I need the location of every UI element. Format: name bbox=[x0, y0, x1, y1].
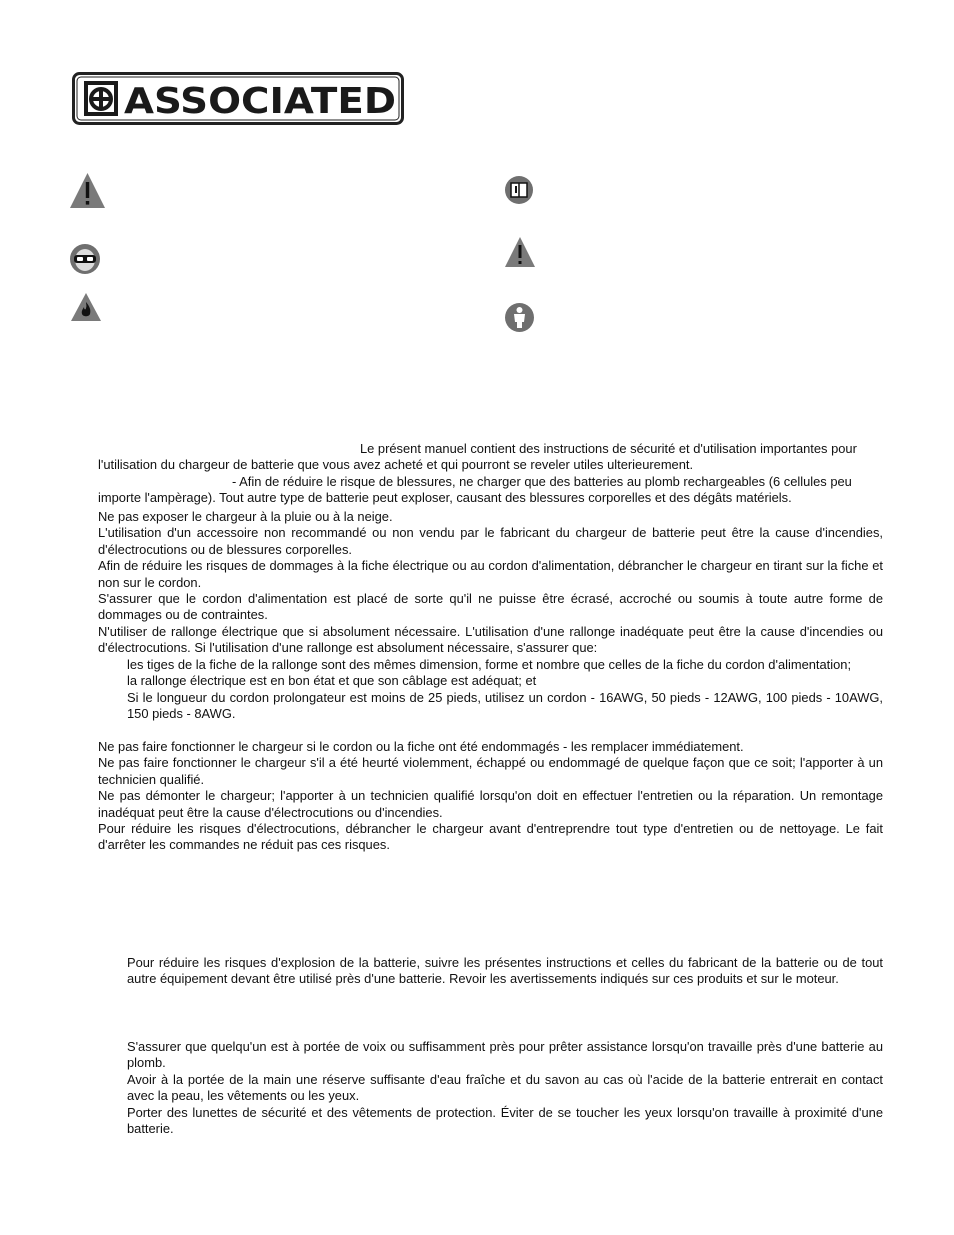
rule-item: Afin de réduire les risques de dommages à la fiche électrique ou au cordon d'alimentation, débrancher le chargeur en tirant sur la fiche et non sur le cordon. bbox=[98, 558, 883, 590]
condition-item: les tiges de la fiche de la rallonge sont des mêmes dimension, forme et nombre que celles de la fiche du cordon d'alimentation; bbox=[127, 657, 852, 672]
battery-type-line-1: - Afin de réduire le risque de blessures, ne charger que des batteries au plomb rechargeables (6 cellules peu bbox=[232, 473, 852, 489]
warning-triangle-icon bbox=[69, 172, 106, 209]
extension-cord-conditions bbox=[112, 657, 883, 723]
rule-item: S'assurer que le cordon d'alimentation est placé de sorte qu'il ne puisse être écrasé, accroché ou soumis à toute autre forme de dommages ou de contraintes. bbox=[98, 591, 883, 623]
precaution-item: S'assurer que quelqu'un est à portée de voix ou suffisamment près pour prêter assistance lorsqu'on travaille près d'une batterie au plomb. bbox=[127, 1039, 883, 1071]
battery-type-line-2: importe l'ampèrage). Tout autre type de batterie peut exploser, causant des blessures corporelles et des dégâts matériels. bbox=[98, 490, 792, 506]
rule-item: Ne pas démonter le chargeur; l'apporter à un technicien qualifié lorsqu'on doit en effectuer l'entretien ou la réparation. Un remontage inadéquat peut être la cause d'électrocutions ou d'incendies. bbox=[98, 788, 883, 820]
safety-goggles-icon bbox=[69, 243, 101, 275]
safety-rules-continued bbox=[98, 739, 883, 854]
fire-hazard-icon bbox=[70, 292, 102, 322]
rule-item: Pour réduire les risques d'électrocutions, débrancher le chargeur avant d'entreprendre tout type d'entretien ou de nettoyage. Le fait d'arrêter les commandes ne réduit pas ces risques. bbox=[98, 821, 883, 853]
manual-book-icon bbox=[504, 175, 534, 205]
intro-paragraph bbox=[98, 441, 883, 507]
precaution-item: Avoir à la portée de la main une réserve suffisante d'eau fraîche et du savon au cas où l'acide de la batterie entrerait en contact avec la peau, les vêtements ou les yeux. bbox=[127, 1071, 883, 1104]
precaution-item: Porter des lunettes de sécurité et des vêtements de protection. Éviter de se toucher les yeux lorsqu'on travaille à proximité d'une batterie. bbox=[127, 1104, 883, 1137]
personal-precautions bbox=[127, 1039, 883, 1137]
explosion-paragraph bbox=[127, 955, 883, 988]
condition-item: la rallonge électrique est en bon état et que son câblage est adéquat; et bbox=[127, 673, 537, 689]
rule-item: L'utilisation d'un accessoire non recommandé ou non vendu par le fabricant du chargeur de batterie peut être la cause d'incendies, d'électrocutions ou de blessures corporelles. bbox=[98, 525, 883, 557]
condition-item: Si le longueur du cordon prolongateur est moins de 25 pieds, utilisez un cordon - 16AWG, 50 pieds - 12AWG, 100 pieds - 10AWG, 150 pieds - 8AWG. bbox=[127, 689, 883, 722]
safety-rules bbox=[98, 509, 883, 657]
rule-item: Ne pas faire fonctionner le chargeur si le cordon ou la fiche ont été endommagés - les remplacer immédiatement. bbox=[98, 739, 744, 754]
explosion-text: Pour réduire les risques d'explosion de la batterie, suivre les présentes instructions et celles du fabricant de la batterie ou de tout autre équipement devant être utilisé près d'une batterie. Revoir les avertissements indiqués sur ces produits et sur le moteur. bbox=[127, 955, 883, 987]
rule-item: N'utiliser de rallonge électrique que si absolument nécessaire. L'utilisation d'une rallonge inadéquate peut être la cause d'incendies ou d'électrocutions. Si l'utilisation d'une rallonge est absolument nécessaire, s'assurer que: bbox=[98, 623, 883, 656]
intro-line-1: Le présent manuel contient des instructions de sécurité et d'utilisation importantes pour bbox=[360, 441, 857, 456]
intro-line-2: l'utilisation du chargeur de batterie que vous avez acheté et qui pourront se reveler utiles ulterieurement. bbox=[98, 457, 694, 473]
rule-item: Ne pas exposer le chargeur à la pluie ou à la neige. bbox=[98, 509, 393, 524]
associated-logo bbox=[72, 72, 404, 125]
protective-clothing-icon bbox=[504, 302, 535, 333]
warning-triangle-icon bbox=[504, 236, 536, 268]
logo-text: ASSOCIATED bbox=[124, 81, 396, 122]
rule-item: Ne pas faire fonctionner le chargeur s'il a été heurté violemment, échappé ou endommagé de quelque façon que ce soit; l'apporter à un technicien qualifié. bbox=[98, 755, 883, 787]
